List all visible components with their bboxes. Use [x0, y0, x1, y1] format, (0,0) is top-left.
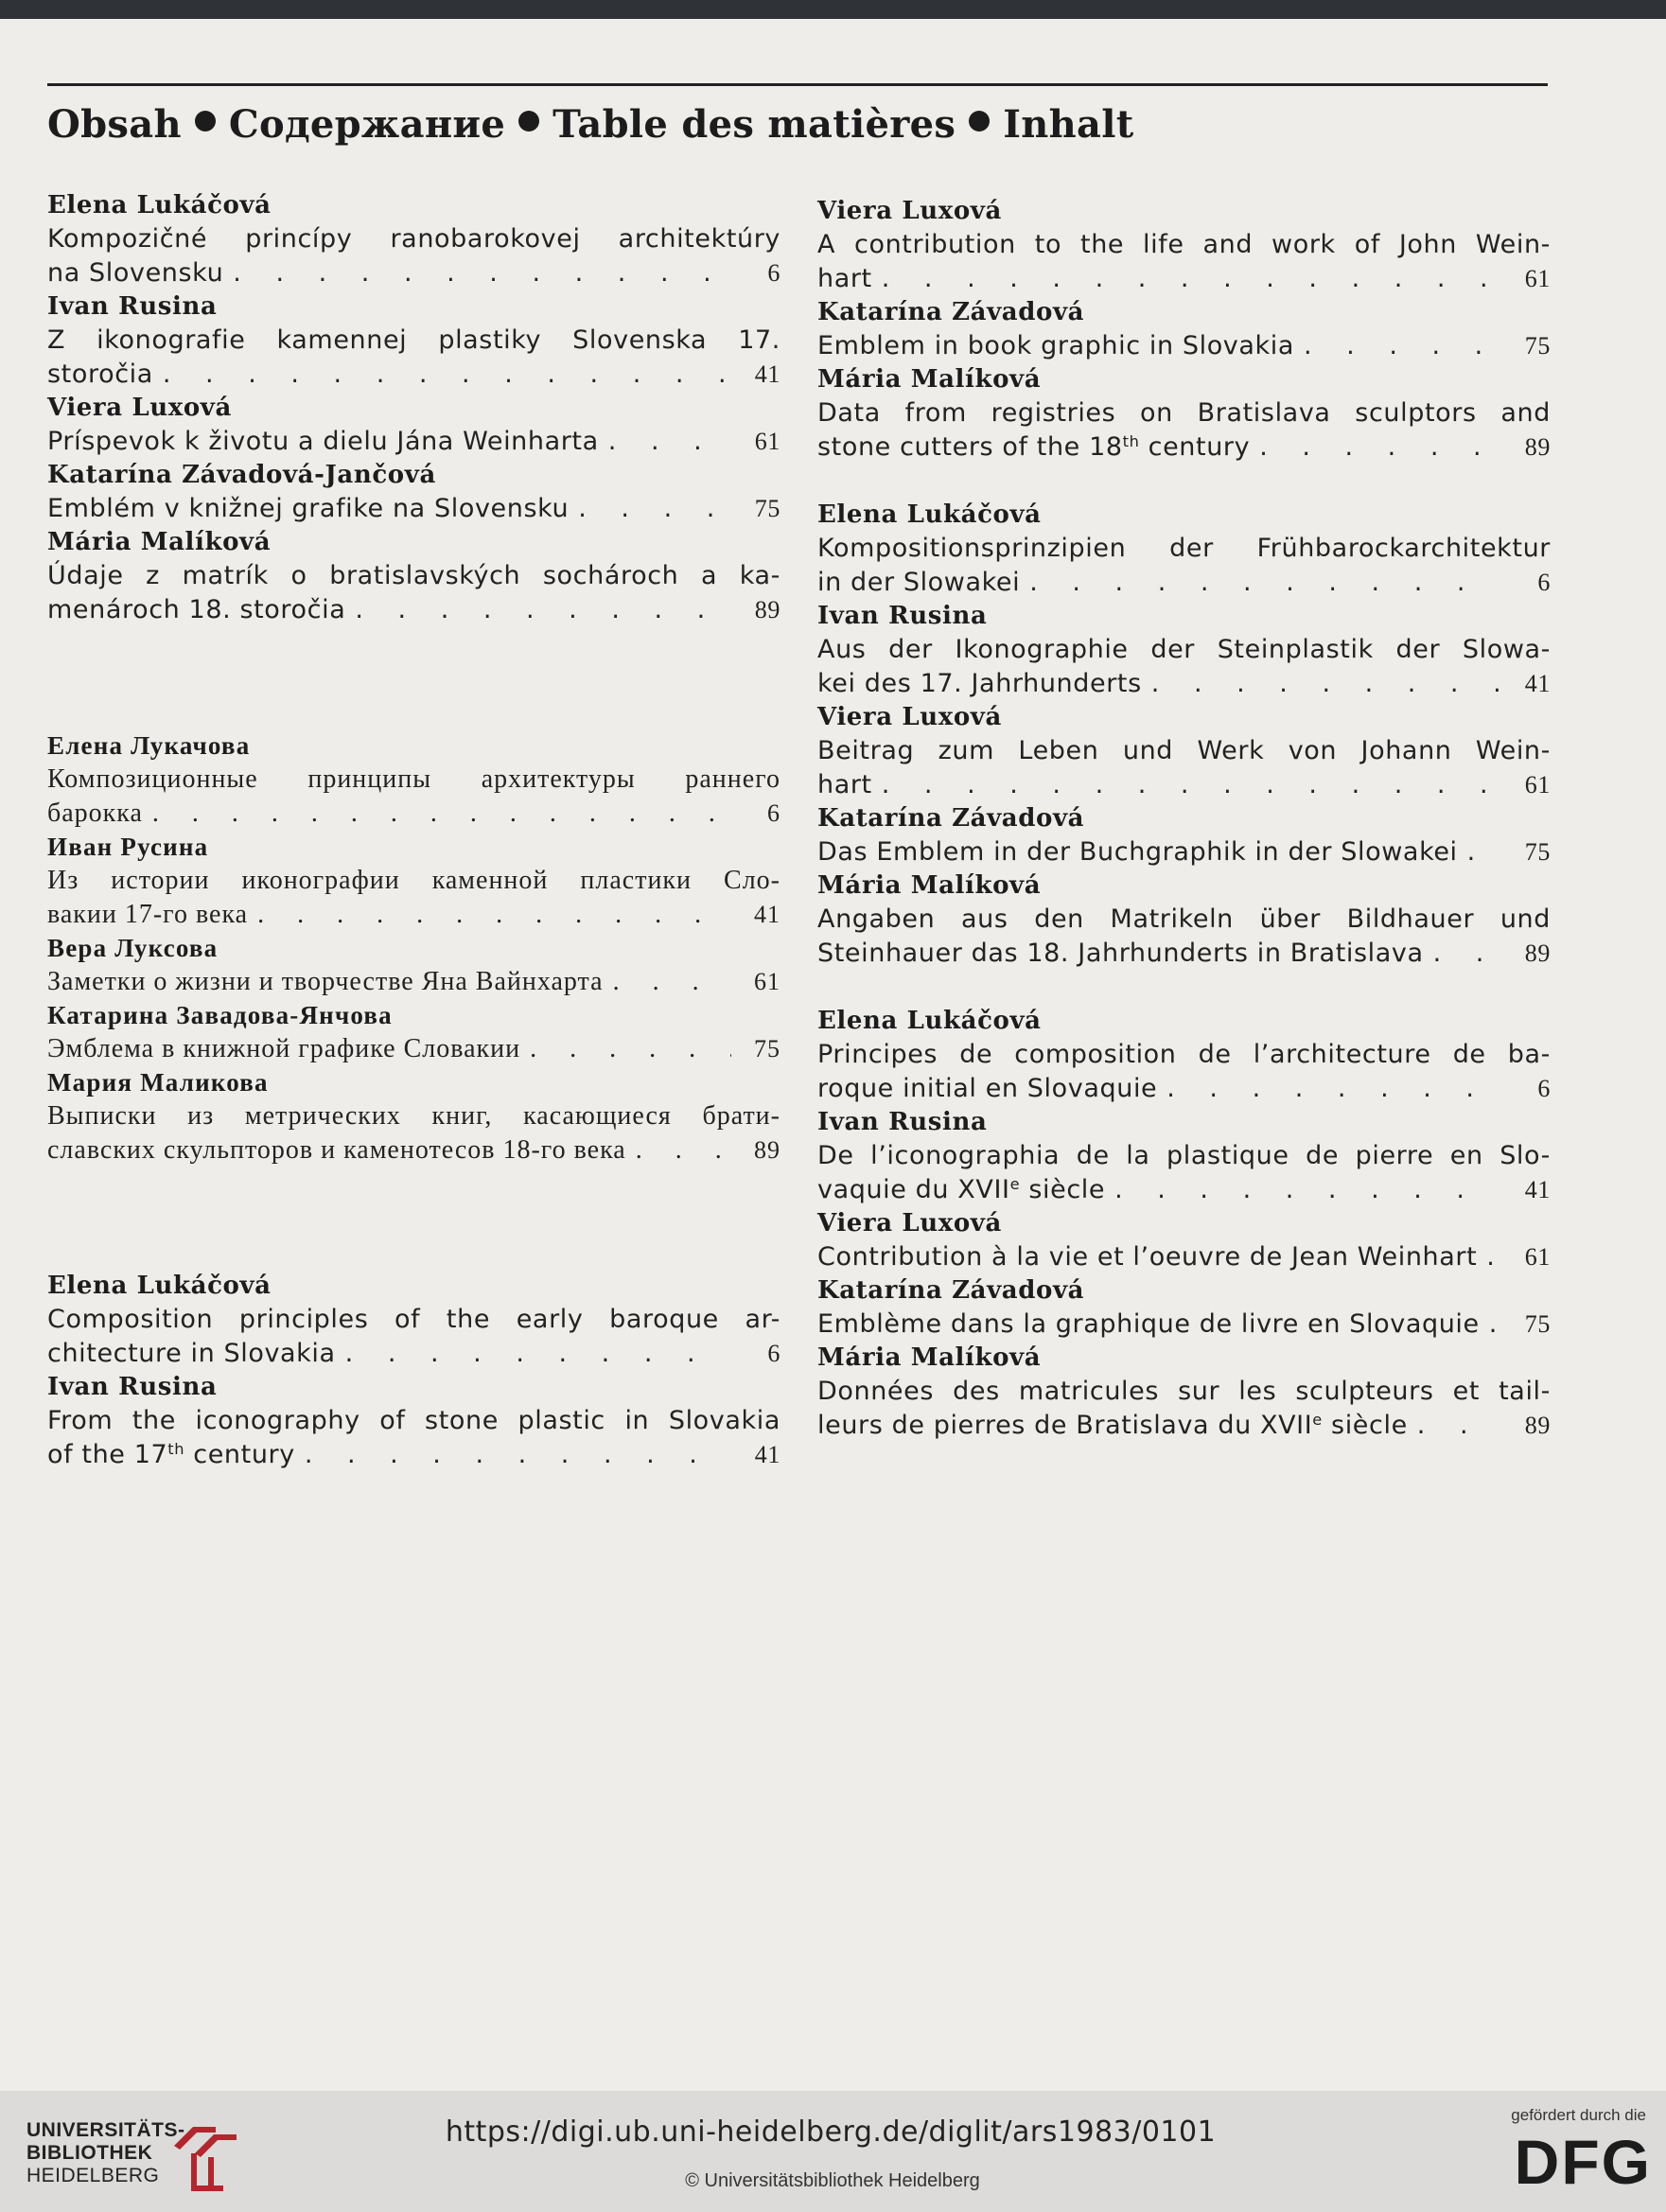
page-number: 75 — [1524, 838, 1551, 866]
toc-entry — [47, 1270, 780, 1371]
entry-author: Иван Русина — [47, 833, 209, 861]
entry-author: Mária Malíková — [817, 1343, 1042, 1372]
english-entries-a — [47, 1270, 780, 1472]
entry-title-text — [817, 329, 1294, 363]
entry-title-last-line — [47, 965, 780, 999]
entry-title-line: Beitrag zum Leben und Werk von Johann Wein- — [817, 736, 1551, 765]
dot-leader — [604, 965, 731, 999]
entry-author: Viera Luxová — [817, 197, 1002, 225]
page-number: 41 — [754, 1441, 780, 1468]
entry-title-line: Principes de composition de l’architecture de ba- — [817, 1040, 1551, 1069]
page-number: 6 — [1537, 1075, 1551, 1102]
entry-title-line: From the iconography of stone plastic in Slovakia — [47, 1406, 780, 1435]
entry-author: Мария Маликова — [47, 1068, 269, 1097]
toc-entry — [817, 363, 1551, 465]
dot-leader — [336, 1337, 731, 1371]
title-fragment: leurs de pierres de Bratislava du XVII — [817, 1411, 1313, 1440]
entry-title-line: Kompozičné princípy ranobarokovej architektúry — [47, 224, 780, 254]
toc-entry — [47, 1066, 780, 1167]
header-rule — [47, 83, 1548, 86]
entry-title-line: Údaje z matrík o bratislavských sochároch a ka- — [47, 561, 780, 590]
entry-title-text — [817, 262, 872, 296]
entry-title-last-line — [47, 1032, 780, 1066]
title-fragment: Das Emblem in der Buchgraphik in der Slowakei — [817, 837, 1458, 867]
entry-title-text — [47, 1337, 336, 1371]
entry-title-line: Kompositionsprinzipien der Frühbarockarchitektur — [817, 534, 1551, 563]
page-number: 41 — [1524, 670, 1551, 697]
title-fragment: Emblème dans la graphique de livre en Slovaquie — [817, 1309, 1480, 1339]
dot-leader — [1105, 1173, 1501, 1207]
page-number: 75 — [754, 495, 780, 522]
entry-author: Ivan Rusina — [47, 1373, 218, 1401]
library-line-1: UNIVERSITÄTS- — [26, 2119, 185, 2141]
dot-leader — [1424, 937, 1501, 971]
entry-title-last-line — [47, 256, 780, 290]
entry-author: Mária Malíková — [817, 365, 1042, 394]
title-fragment: Emblem in book graphic in Slovakia — [817, 331, 1295, 360]
heading-french: Table des matières — [552, 102, 956, 147]
dot-leader — [248, 898, 731, 932]
entry-title-text — [47, 1133, 626, 1167]
dot-leader — [626, 1133, 731, 1167]
title-fragment: hart — [817, 770, 872, 799]
entry-title-line: A contribution to the life and work of John Wein- — [817, 230, 1551, 259]
dot-leader — [1458, 835, 1501, 869]
page-number: 89 — [1524, 1412, 1551, 1439]
entry-author: Ivan Rusina — [47, 292, 218, 321]
entry-title-text — [47, 358, 153, 392]
entry-author: Viera Luxová — [47, 394, 232, 422]
page-number: 6 — [767, 799, 780, 827]
title-fragment: Steinhauer das 18. Jahrhunderts in Bratislava — [817, 939, 1424, 968]
toc-entry — [817, 1106, 1551, 1207]
page-number: 41 — [754, 901, 780, 928]
entry-title-text — [47, 965, 604, 999]
entry-title-last-line — [817, 262, 1551, 296]
toc-entry — [817, 1005, 1551, 1106]
dot-leader — [1477, 1240, 1501, 1274]
title-fragment: siècle — [1020, 1175, 1106, 1204]
entry-title-last-line — [817, 329, 1551, 363]
toc-heading — [47, 102, 1523, 147]
title-fragment: of the 17 — [47, 1440, 168, 1469]
entry-author: Katarína Závadová — [817, 298, 1085, 326]
entry-title-text — [47, 797, 143, 831]
entry-author: Katarína Závadová — [817, 1276, 1085, 1305]
title-fragment: storočia — [47, 360, 153, 389]
page-number: 89 — [754, 596, 780, 623]
toc-entry — [817, 499, 1551, 600]
title-fragment: вакии 17-го века — [47, 900, 249, 929]
heading-russian: Содержание — [228, 102, 506, 147]
right-column — [817, 195, 1551, 1443]
toc-entry — [47, 831, 780, 932]
entry-title-text — [817, 667, 1142, 701]
page-number: 75 — [1524, 332, 1551, 360]
title-fragment: hart — [817, 264, 872, 293]
entry-author: Ivan Rusina — [817, 602, 988, 630]
entry-title-text — [47, 593, 345, 627]
dot-leader — [153, 358, 731, 392]
title-fragment: Заметки о жизни и творчестве Яна Вайнхарта — [47, 967, 604, 996]
entry-title-text — [817, 430, 1250, 465]
page-number: 61 — [754, 968, 780, 995]
entry-title-last-line — [817, 1173, 1551, 1207]
entry-title-last-line — [817, 1072, 1551, 1106]
toc-entry — [817, 869, 1551, 971]
entry-author: Елена Лукачова — [47, 731, 251, 760]
toc-entry — [817, 600, 1551, 701]
entry-title-line: Composition principles of the early baroque ar- — [47, 1305, 780, 1334]
heading-slovak: Obsah — [47, 102, 182, 147]
entry-title-text — [47, 1032, 520, 1066]
toc-entry — [47, 189, 780, 290]
entry-title-last-line — [47, 1133, 780, 1167]
title-fragment: century — [184, 1440, 295, 1469]
title-fragment: славских скульпторов и каменотесов 18-го века — [47, 1135, 626, 1165]
title-fragment: vaquie du XVII — [817, 1175, 1010, 1204]
dot-leader — [1294, 329, 1501, 363]
entry-author: Elena Lukáčová — [47, 191, 272, 219]
page-number: 41 — [1524, 1176, 1551, 1203]
toc-entry — [817, 296, 1551, 363]
entry-title-last-line — [47, 358, 780, 392]
title-fragment: stone cutters of the 18 — [817, 432, 1123, 462]
library-line-3: HEIDELBERG — [26, 2165, 160, 2186]
bullet-icon — [969, 111, 990, 132]
title-fragment: Príspevok k životu a dielu Jána Weinharta — [47, 427, 599, 456]
bullet-icon — [195, 111, 216, 132]
title-fragment: Emblém v knižnej grafike na Slovensku — [47, 494, 570, 523]
bullet-icon — [518, 111, 539, 132]
entry-title-line: Композиционные принципы архитектуры раннего — [47, 764, 780, 794]
toc-entry — [47, 729, 780, 831]
russian-entries — [47, 729, 780, 1167]
entry-title-line: Z ikonografie kamennej plastiky Slovenska 17. — [47, 325, 780, 355]
entry-title-last-line — [817, 835, 1551, 869]
page-number: 6 — [767, 259, 780, 287]
entry-title-last-line — [817, 1308, 1551, 1342]
entry-author: Вера Луксова — [47, 934, 219, 962]
title-fragment: барокка — [47, 799, 143, 828]
dot-leader — [872, 768, 1501, 802]
toc-entry — [47, 932, 780, 999]
page-number: 89 — [1524, 433, 1551, 461]
entry-title-text — [817, 1308, 1480, 1342]
entry-author: Elena Lukáčová — [817, 500, 1042, 529]
entry-title-text — [817, 1173, 1105, 1207]
entry-title-last-line — [47, 492, 780, 526]
entry-title-text — [817, 1240, 1477, 1274]
entry-author: Katarína Závadová-Jančová — [47, 461, 436, 489]
entry-title-last-line — [817, 430, 1551, 465]
title-fragment: century — [1139, 432, 1251, 462]
dot-leader — [143, 797, 731, 831]
toc-entry — [47, 526, 780, 627]
toc-entry — [817, 802, 1551, 869]
entry-title-text — [47, 425, 599, 459]
dot-leader — [569, 492, 731, 526]
entry-title-last-line — [47, 593, 780, 627]
entry-title-text — [817, 768, 872, 802]
entry-title-last-line — [817, 937, 1551, 971]
entry-title-line: Из истории иконографии каменной пластики Сло- — [47, 866, 780, 895]
entry-title-last-line — [47, 797, 780, 831]
entry-title-text — [817, 835, 1458, 869]
left-column — [47, 189, 780, 1472]
entry-author: Mária Malíková — [817, 871, 1042, 900]
entry-title-last-line — [817, 566, 1551, 600]
entry-author: Viera Luxová — [817, 1209, 1002, 1238]
sponsor-label: gefördert durch die — [1511, 2106, 1646, 2124]
toc-entry — [47, 1371, 780, 1472]
dot-leader — [223, 256, 731, 290]
toc-entry — [47, 999, 780, 1066]
entry-author: Катарина Завадова-Янчова — [47, 1001, 393, 1029]
title-fragment: kei des 17. Jahrhunderts — [817, 669, 1142, 698]
title-fragment: Эмблема в книжной графике Словакии — [47, 1034, 521, 1063]
toc-entry — [47, 459, 780, 526]
toc-entry — [817, 195, 1551, 296]
dot-leader — [1480, 1308, 1501, 1342]
page-number: 41 — [754, 360, 780, 388]
dot-leader — [1157, 1072, 1501, 1106]
page-number: 75 — [1524, 1310, 1551, 1338]
toc-entry — [47, 290, 780, 392]
entry-title-line: Выписки из метрических книг, касающиеся брати- — [47, 1101, 780, 1131]
title-fragment: in der Slowakei — [817, 568, 1021, 597]
footer-bar — [0, 2091, 1666, 2212]
entry-title-last-line — [817, 1409, 1551, 1443]
entry-title-text — [47, 898, 248, 932]
superscript: th — [167, 1440, 185, 1458]
page-number: 6 — [1537, 569, 1551, 596]
title-fragment: na Slovensku — [47, 258, 224, 288]
french-entries — [817, 1005, 1551, 1443]
entry-title-last-line — [817, 667, 1551, 701]
entry-title-last-line — [817, 1240, 1551, 1274]
library-logo[interactable] — [26, 2119, 272, 2195]
superscript: e — [1009, 1175, 1021, 1193]
slovak-entries — [47, 189, 780, 627]
page-number: 61 — [1524, 771, 1551, 799]
entry-author: Viera Luxová — [817, 703, 1002, 731]
entry-title-line: De l’iconographia de la plastique de pierre en Slo- — [817, 1141, 1551, 1170]
superscript: e — [1312, 1411, 1323, 1429]
entry-title-text — [47, 1438, 295, 1472]
page-number: 75 — [754, 1035, 780, 1062]
entry-author: Ivan Rusina — [817, 1108, 988, 1136]
dot-leader — [872, 262, 1501, 296]
title-fragment: menároch 18. storočia — [47, 595, 346, 624]
dfg-logo[interactable]: DFG — [1514, 2127, 1652, 2197]
entry-title-text — [817, 1409, 1408, 1443]
superscript: th — [1122, 432, 1140, 450]
entry-author: Elena Lukáčová — [817, 1007, 1042, 1035]
title-fragment: chitecture in Slovakia — [47, 1339, 336, 1368]
entry-title-line: Data from registries on Bratislava sculptors and — [817, 398, 1551, 428]
entry-author: Elena Lukáčová — [47, 1272, 272, 1300]
dot-leader — [599, 425, 731, 459]
entry-title-last-line — [47, 1438, 780, 1472]
page-number: 61 — [1524, 1243, 1551, 1271]
entry-title-last-line — [47, 898, 780, 932]
page-url-link[interactable]: https://digi.ub.uni-heidelberg.de/diglit/ars1983/0101 — [445, 2115, 1217, 2149]
dot-leader — [345, 593, 731, 627]
dot-leader — [1020, 566, 1501, 600]
entry-title-text — [817, 1072, 1157, 1106]
toc-entry — [817, 1342, 1551, 1443]
title-fragment: roque initial en Slovaquie — [817, 1074, 1158, 1103]
library-emblem-icon — [167, 2119, 261, 2195]
entry-title-line: Données des matricules sur les sculpteurs et tail- — [817, 1377, 1551, 1406]
page-number: 89 — [754, 1136, 780, 1164]
library-line-2: BIBLIOTHEK — [26, 2142, 153, 2164]
english-entries-b — [817, 195, 1551, 465]
dot-leader — [1250, 430, 1501, 465]
toc-entry — [817, 1207, 1551, 1274]
entry-title-text — [47, 256, 223, 290]
page-number: 6 — [767, 1340, 780, 1367]
entry-title-text — [817, 937, 1424, 971]
title-fragment: Contribution à la vie et l’oeuvre de Jean Weinhart — [817, 1242, 1478, 1272]
title-fragment: siècle — [1322, 1411, 1408, 1440]
dot-leader — [1142, 667, 1501, 701]
entry-title-last-line — [817, 768, 1551, 802]
page-number: 61 — [754, 428, 780, 455]
page-number: 89 — [1524, 939, 1551, 967]
entry-title-last-line — [47, 425, 780, 459]
toc-entry — [47, 392, 780, 459]
entry-title-text — [817, 566, 1020, 600]
top-edge-bar — [0, 0, 1666, 19]
dot-leader — [1408, 1409, 1501, 1443]
dot-leader — [520, 1032, 731, 1066]
page-number: 61 — [1524, 265, 1551, 292]
toc-entry — [817, 1274, 1551, 1342]
dot-leader — [295, 1438, 731, 1472]
entry-title-line: Angaben aus den Matrikeln über Bildhauer und — [817, 904, 1551, 934]
entry-author: Mária Malíková — [47, 528, 272, 556]
entry-title-text — [47, 492, 569, 526]
entry-title-last-line — [47, 1337, 780, 1371]
entry-author: Katarína Závadová — [817, 804, 1085, 833]
entry-title-line: Aus der Ikonographie der Steinplastik der Slowa- — [817, 635, 1551, 664]
german-entries — [817, 499, 1551, 971]
toc-entry — [817, 701, 1551, 802]
copyright-text: © Universitätsbibliothek Heidelberg — [685, 2170, 980, 2191]
library-name — [26, 2119, 185, 2187]
heading-german: Inhalt — [1003, 102, 1134, 147]
